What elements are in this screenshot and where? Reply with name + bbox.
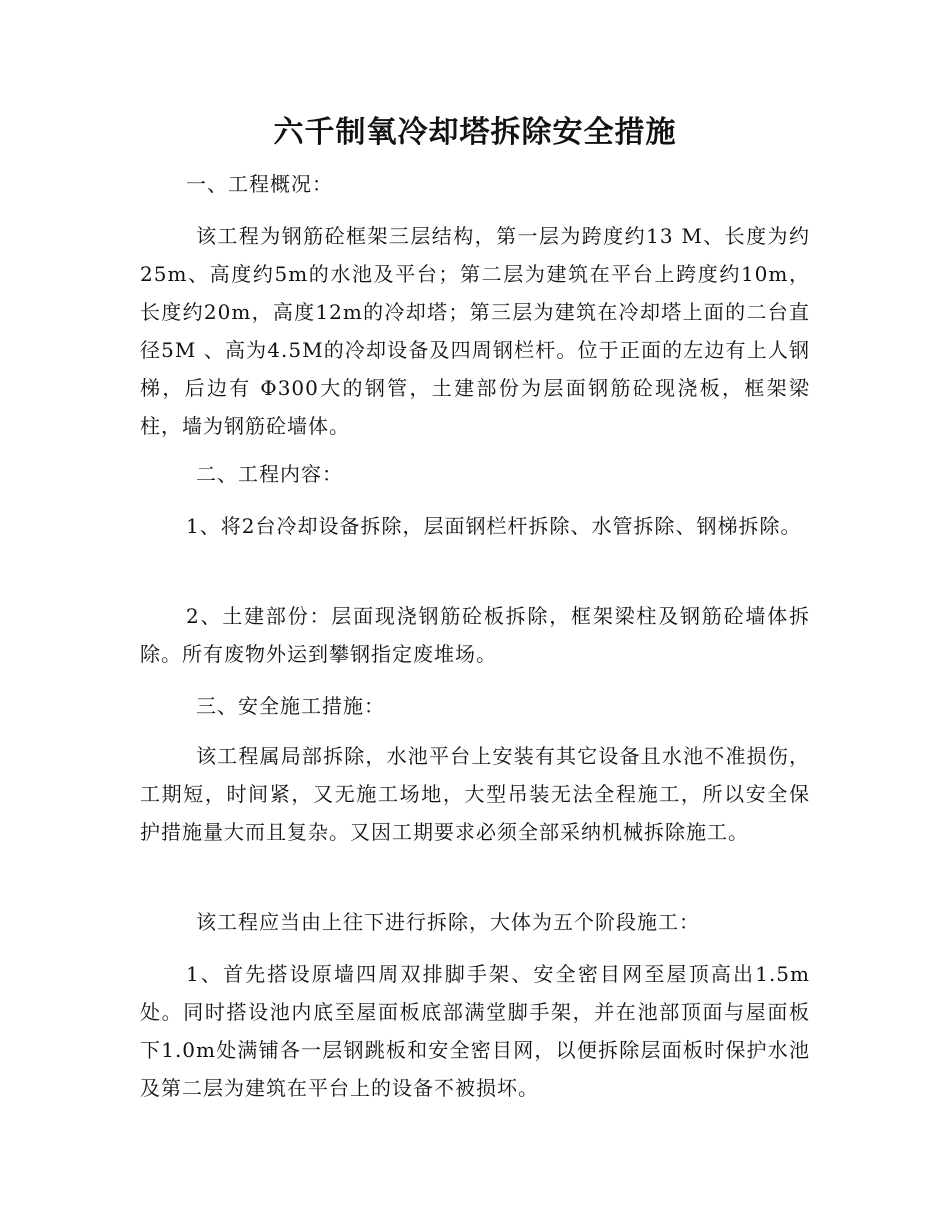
section3-paragraph-1: 该工程属局部拆除，水池平台上安装有其它设备且水池不准损伤，工期短，时间紧，又无施工场地，大型吊装无法全程施工，所以安全保护措施量大而且复杂。又因工期要求必须全部采纳机械拆除施工。 <box>140 744 810 844</box>
section3-paragraph-2: 该工程应当由上往下进行拆除，大体为五个阶段施工： <box>196 910 700 934</box>
section2-heading: 二、工程内容： <box>196 462 343 486</box>
section1-paragraph: 该工程为钢筋砼框架三层结构，第一层为跨度约13 M、长度为约25m、高度约5m的水池及平台；第二层为建筑在平台上跨度约10m，长度约20m，高度12m的冷却塔；第三层为建筑在冷却塔上面的二台直径5M 、高为4.5M的冷却设备及四周钢栏杆。位于正面的左边有上人钢梯，后边有 Φ300大的钢管，土建部份为层面钢筋砼现浇板，框架梁柱，墙为钢筋砼墙体。 <box>140 224 810 438</box>
section3-item-1: 1、首先搭设原墙四周双排脚手架、安全密目网至屋顶高出1.5m处。同时搭设池内底至屋面板底部满堂脚手架，并在池部顶面与屋面板下1.0m处满铺各一层钢跳板和安全密目网，以便拆除层面板时保护水池及第二层为建筑在平台上的设备不被损坏。 <box>140 962 810 1100</box>
document-title: 六千制氧冷却塔拆除安全措施 <box>273 115 677 150</box>
section1-heading: 一、工程概况： <box>186 172 333 196</box>
section2-item-1: 1、将2台冷却设备拆除，层面钢栏杆拆除、水管拆除、钢梯拆除。 <box>186 514 802 538</box>
section2-item-2: 2、土建部份：层面现浇钢筋砼板拆除，框架梁柱及钢筋砼墙体拆除。所有废物外运到攀钢指定废堆场。 <box>140 604 810 666</box>
section3-heading: 三、安全施工措施： <box>196 694 385 718</box>
